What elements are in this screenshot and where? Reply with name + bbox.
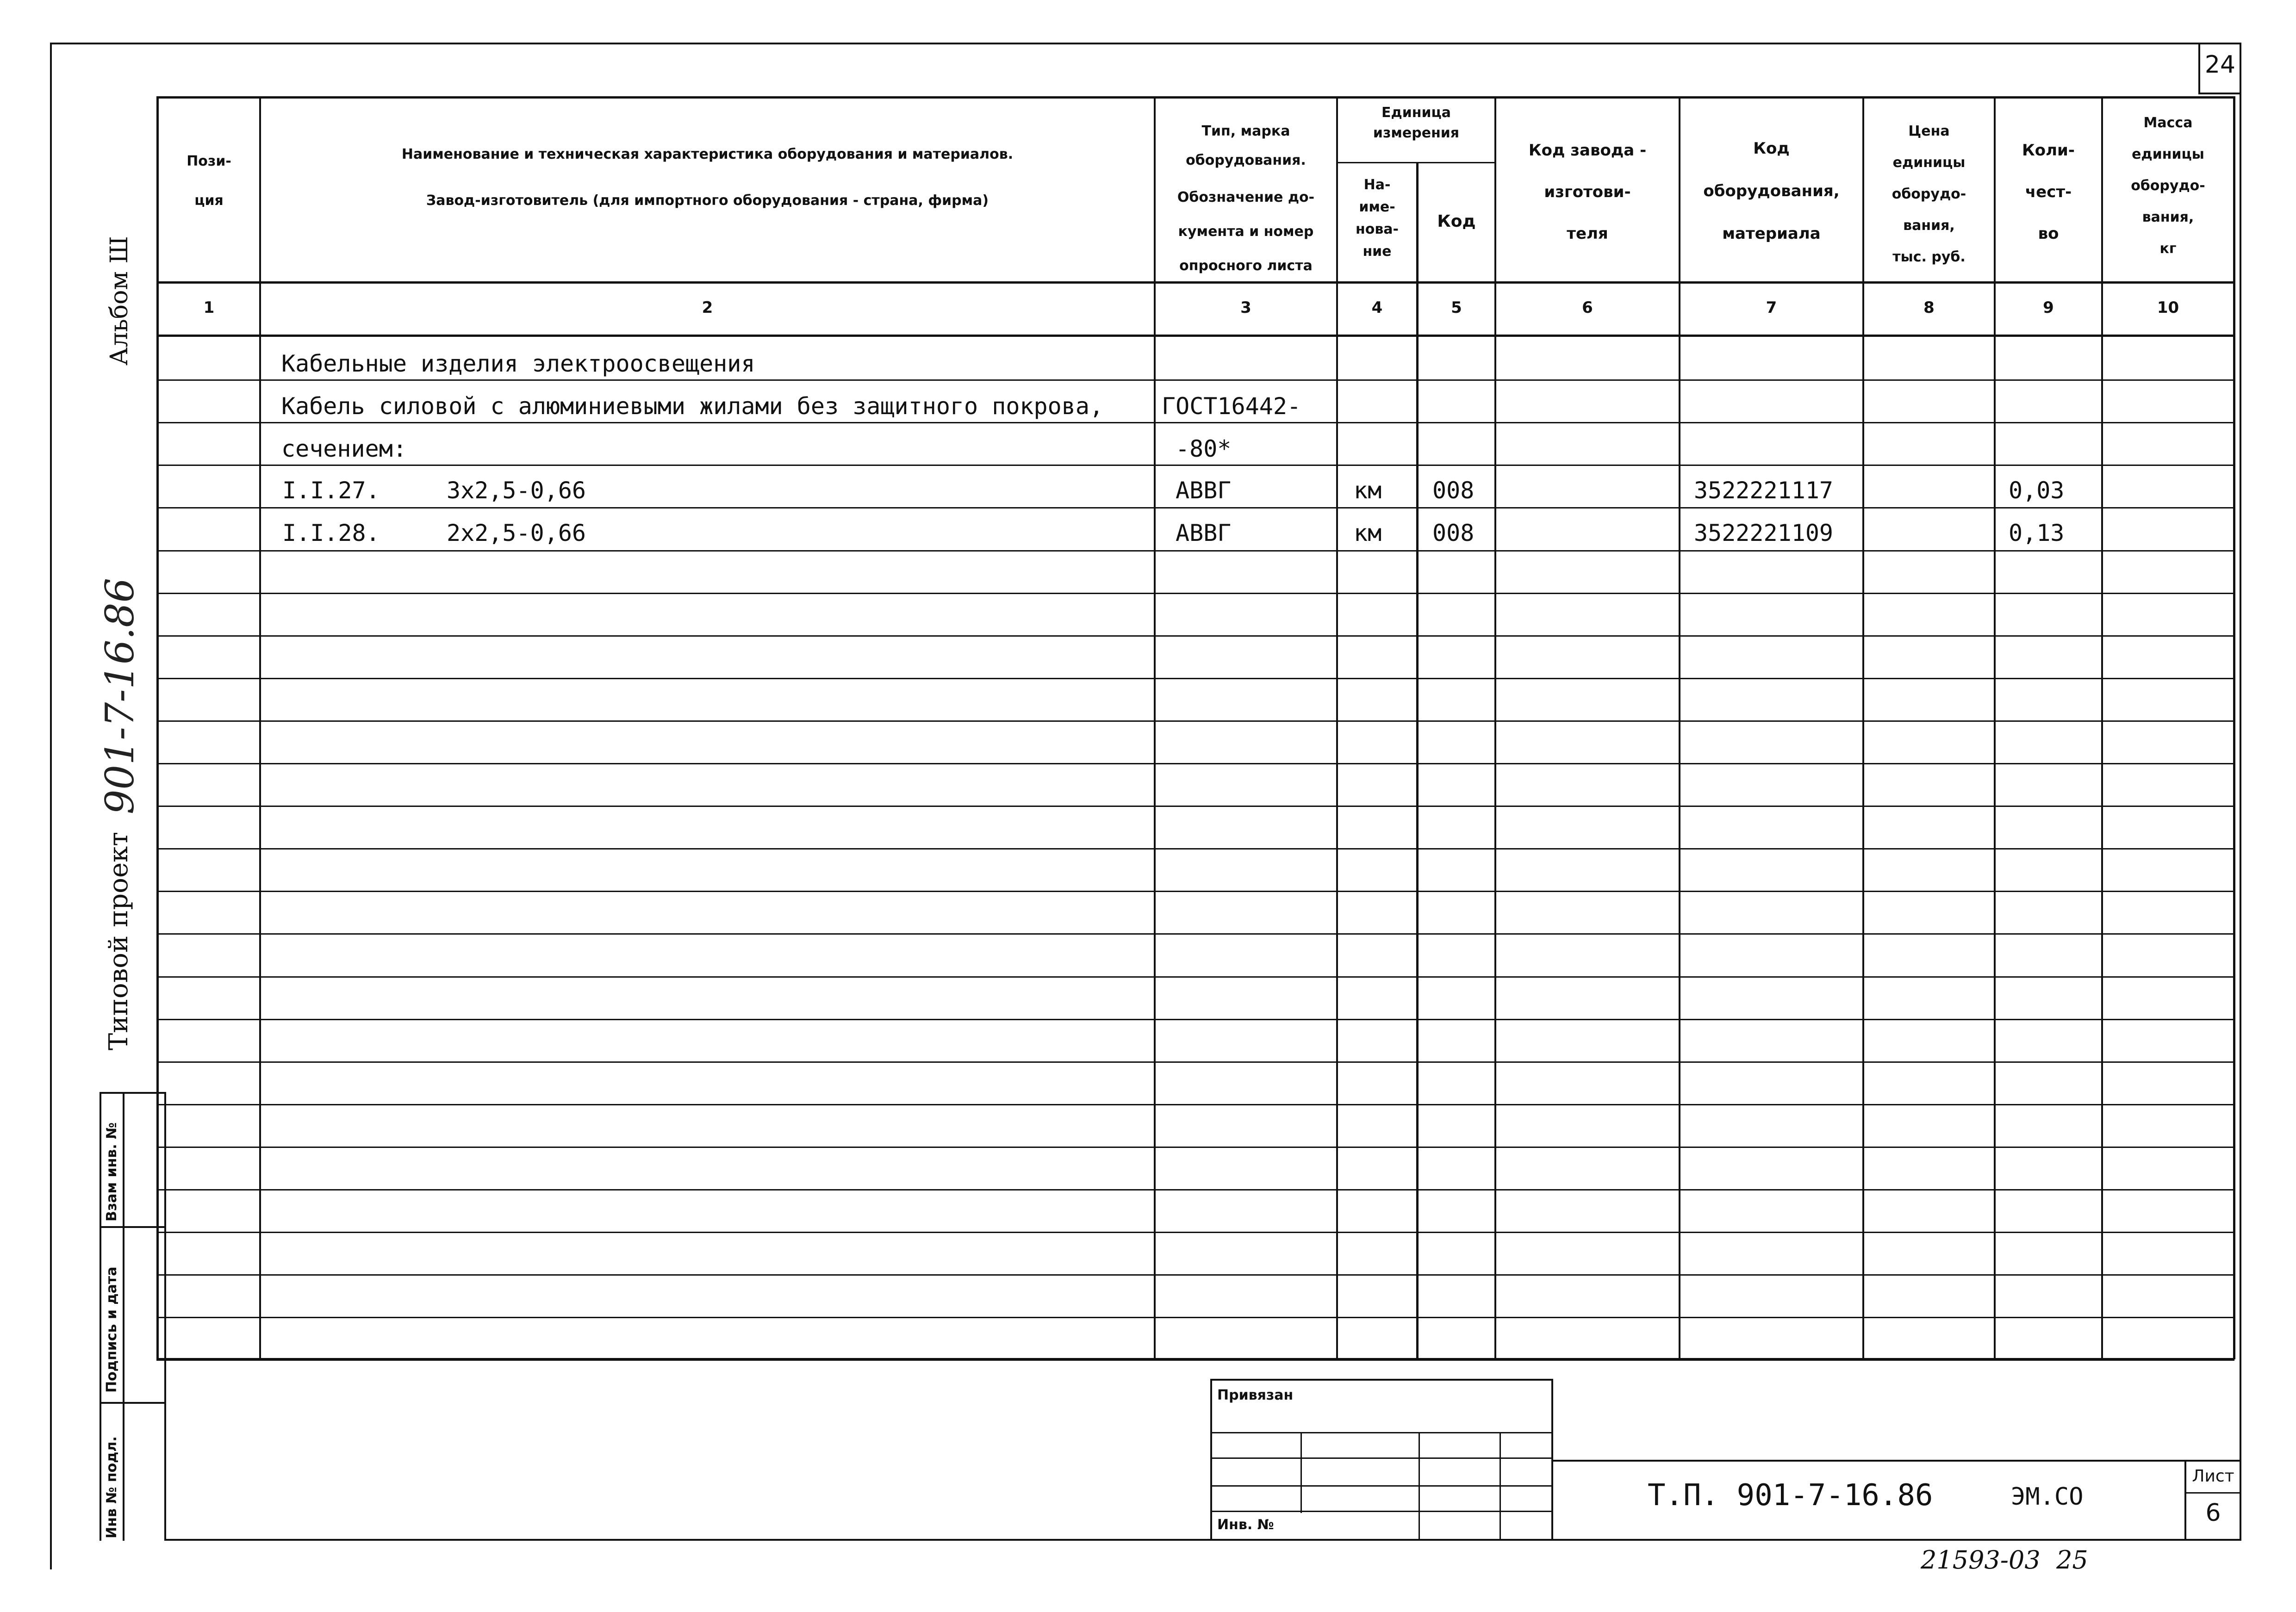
- hdr-col3-line4: кумента и номер: [1178, 223, 1314, 240]
- row-2-name: Кабель силовой с алюминиевыми жилами без защитного покрова,: [281, 393, 1104, 420]
- row-line: [159, 891, 2234, 892]
- col-divider-5: [1494, 96, 1496, 1359]
- row-3-name: сечением:: [281, 435, 407, 462]
- row-line: [159, 848, 2234, 849]
- tb-row1: [1210, 1432, 1553, 1433]
- margin-album: Альбом Ш: [106, 236, 133, 366]
- hdr-col4-line1: На-: [1363, 177, 1391, 193]
- tb-sheet-number: 6: [2205, 1499, 2221, 1527]
- row-line: [159, 1232, 2234, 1233]
- stamp-vzam: Взам инв. №: [104, 1122, 120, 1221]
- row-4-qty: 0,03: [2009, 477, 2065, 504]
- row-5-type: АВВГ: [1176, 520, 1232, 546]
- hdr-unit-line1: Единица: [1381, 105, 1451, 121]
- col-divider-2: [1154, 96, 1156, 1359]
- tb-sheet-label: Лист: [2192, 1467, 2234, 1486]
- frame-left: [50, 43, 52, 1569]
- colnum-5: 5: [1451, 298, 1462, 317]
- row-3-type: -80*: [1176, 435, 1232, 462]
- table-bottom: [156, 1358, 2234, 1361]
- col-divider-1: [259, 96, 261, 1359]
- tb-col2: [1419, 1432, 1420, 1541]
- tb-col1: [1300, 1432, 1302, 1513]
- table-right: [2233, 96, 2235, 1359]
- hdr-col4-line3: нова-: [1355, 221, 1399, 237]
- hdr-col8-line5: тыс. руб.: [1892, 249, 1966, 265]
- colnum-8: 8: [1923, 298, 1935, 317]
- row-line: [159, 933, 2234, 935]
- hdr-col1-line1: Пози-: [187, 153, 231, 169]
- row-5-pos-label: I.I.28.: [282, 520, 380, 546]
- hdr-col9-line3: во: [2038, 224, 2059, 243]
- numbers-bottom: [156, 335, 2234, 337]
- row-line: [159, 635, 2234, 637]
- table-left: [156, 96, 159, 1359]
- page-box-bottom: [2198, 93, 2241, 94]
- col-divider-4: [1416, 162, 1419, 1359]
- hdr-col4-line4: ние: [1363, 243, 1392, 260]
- hdr-col6-line2: изготови-: [1544, 183, 1631, 201]
- row-line: [159, 1189, 2234, 1190]
- col-divider-6: [1679, 96, 1680, 1359]
- stamp-strip-right: [164, 1092, 166, 1541]
- colnum-7: 7: [1766, 298, 1777, 317]
- hdr-col3-line5: опросного листа: [1179, 258, 1313, 274]
- header-bottom: [156, 281, 2234, 284]
- margin-project-label: Типовой проект: [104, 831, 134, 1050]
- row-5-code: 008: [1432, 520, 1475, 546]
- row-line: [159, 1317, 2234, 1318]
- col-divider-3: [1336, 96, 1338, 1359]
- hdr-col7-line2: оборудования,: [1703, 182, 1840, 200]
- row-4-name: 3х2,5-0,66: [447, 477, 586, 504]
- hdr-col5: Код: [1437, 212, 1476, 231]
- row-2-type: ГОСТ16442-: [1162, 393, 1301, 420]
- tb-designation: Т.П. 901-7-16.86: [1648, 1478, 1933, 1513]
- row-line: [159, 593, 2234, 594]
- hdr-col8-line2: единицы: [1892, 155, 1966, 171]
- hdr-col3-line3: Обозначение до-: [1177, 189, 1315, 205]
- hdr-col8-line3: оборудо-: [1892, 186, 1966, 202]
- col-divider-7: [1862, 96, 1864, 1359]
- row-5-mat-code: 3522221109: [1694, 520, 1834, 546]
- tb-row3: [1210, 1485, 1553, 1487]
- hdr-col10-line1: Масса: [2143, 115, 2193, 131]
- stamp-strip-mid: [123, 1092, 124, 1541]
- row-line: [159, 678, 2234, 679]
- stamp-strip-div2: [100, 1402, 166, 1404]
- stamp-strip-top: [100, 1092, 166, 1094]
- tb-sheet-split: [2184, 1492, 2240, 1494]
- tb-privyazan: Привязан: [1217, 1387, 1294, 1403]
- tb-section: ЭМ.СО: [2011, 1483, 2084, 1511]
- hdr-col10-line4: вания,: [2142, 209, 2194, 225]
- table-top: [156, 96, 2234, 99]
- row-4-pos-label: I.I.27.: [282, 477, 380, 504]
- hdr-col8-line1: Цена: [1908, 123, 1950, 139]
- row-line: [159, 1061, 2234, 1063]
- hdr-col7-line3: материала: [1722, 224, 1821, 243]
- hdr-col10-line2: единицы: [2132, 146, 2204, 162]
- hdr-col3-line2: оборудования.: [1186, 152, 1306, 168]
- hdr-col7-line1: Код: [1753, 139, 1790, 158]
- margin-project-number: 901-7-16.86: [97, 577, 143, 814]
- row-4-type: АВВГ: [1176, 477, 1232, 504]
- colnum-10: 10: [2157, 298, 2179, 317]
- colnum-6: 6: [1582, 298, 1593, 317]
- frame-right: [2240, 43, 2241, 1540]
- row-4-unit: км: [1354, 477, 1382, 504]
- hdr-col10-line3: оборудо-: [2131, 178, 2205, 194]
- row-4-mat-code: 3522221117: [1694, 477, 1834, 504]
- tb-privyazan-top: [1210, 1379, 1553, 1381]
- page-number: 24: [2204, 51, 2236, 79]
- tb-privyazan-left: [1210, 1379, 1212, 1541]
- tb-row2: [1210, 1457, 1553, 1459]
- row-line: [159, 1104, 2234, 1105]
- row-4-code: 008: [1432, 477, 1475, 504]
- stamp-podpis: Подпись и дата: [104, 1266, 120, 1393]
- colnum-3: 3: [1240, 298, 1251, 317]
- tb-row4: [1210, 1511, 1553, 1512]
- row-line: [159, 720, 2234, 722]
- tb-inv-no: Инв. №: [1217, 1517, 1274, 1533]
- row-line: [159, 976, 2234, 978]
- hdr-col6-line3: теля: [1567, 224, 1608, 243]
- hdr-col2-line1: Наименование и техническая характеристика оборудования и материалов.: [401, 146, 1014, 162]
- unit-group-split: [1336, 162, 1494, 163]
- stamp-strip-left: [100, 1092, 101, 1541]
- col-divider-8: [1994, 96, 1996, 1359]
- row-line: [159, 1019, 2234, 1020]
- row-5-unit: км: [1354, 520, 1382, 546]
- row-line: [159, 1147, 2234, 1148]
- colnum-9: 9: [2043, 298, 2054, 317]
- row-1-name: Кабельные изделия электроосвещения: [281, 350, 755, 377]
- colnum-4: 4: [1371, 298, 1383, 317]
- titleblock-bottom: [164, 1539, 2241, 1541]
- hdr-col3-line1: Тип, марка: [1201, 123, 1290, 139]
- tb-main-top: [1551, 1460, 2241, 1462]
- hdr-col9-line2: чест-: [2025, 183, 2072, 201]
- stamp-strip-div1: [100, 1226, 166, 1228]
- col-divider-9: [2101, 96, 2103, 1359]
- tb-col3: [1500, 1432, 1501, 1541]
- hdr-col8-line4: вания,: [1903, 217, 1955, 234]
- hdr-col10-line5: кг: [2159, 241, 2177, 257]
- row-5-name: 2х2,5-0,66: [447, 520, 586, 546]
- footer-handwritten: 21593-03 25: [1921, 1545, 2088, 1575]
- row-line: [159, 1274, 2234, 1276]
- hdr-unit-line2: измерения: [1373, 125, 1460, 141]
- stamp-inv: Инв № подл.: [104, 1436, 120, 1538]
- row-5-qty: 0,13: [2009, 520, 2065, 546]
- hdr-col1-line2: ция: [194, 192, 224, 209]
- row-line: [159, 763, 2234, 764]
- hdr-col6-line1: Код завода -: [1528, 141, 1647, 160]
- colnum-2: 2: [702, 298, 713, 317]
- row-line: [159, 806, 2234, 807]
- colnum-1: 1: [203, 298, 215, 317]
- hdr-col2-line2: Завод-изготовитель (для импортного оборудования - страна, фирма): [426, 192, 989, 209]
- frame-top: [50, 43, 2241, 44]
- hdr-col4-line2: име-: [1359, 199, 1395, 215]
- hdr-col9-line1: Коли-: [2022, 141, 2075, 160]
